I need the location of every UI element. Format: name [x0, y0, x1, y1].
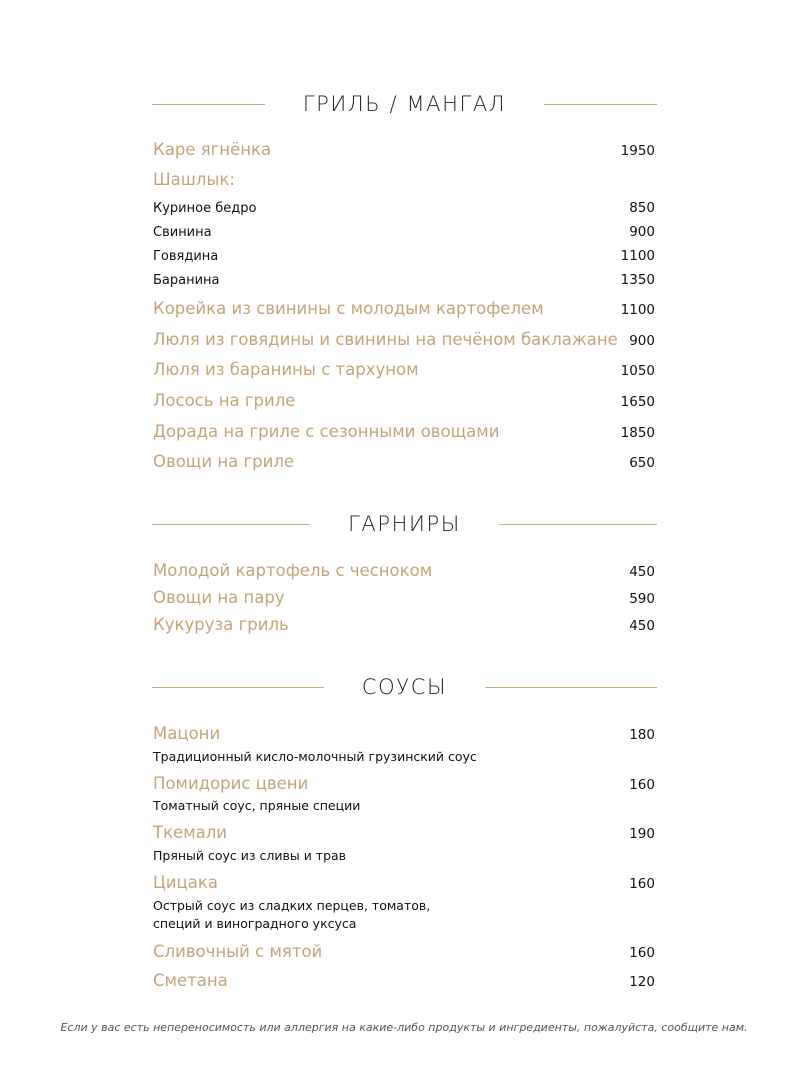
menu-item: [153, 724, 655, 743]
dish-name: Корейка из свинины с молодым картофелем: [153, 299, 544, 318]
subitem-name: Баранина: [153, 273, 220, 288]
divider-left: [152, 524, 310, 525]
dish-price: 1850: [620, 425, 655, 441]
dish-price: 1650: [620, 394, 655, 410]
dish-price: 650: [629, 455, 655, 471]
menu-item: [153, 299, 655, 318]
dish-name: Цицака: [153, 873, 218, 892]
dish-description: Томатный соус, пряные специи: [153, 798, 361, 813]
dish-name: Мацони: [153, 724, 221, 743]
menu-item: [153, 391, 655, 410]
menu-item: [153, 330, 655, 349]
menu-item: [153, 170, 655, 189]
dish-price: 190: [629, 826, 655, 842]
dish-name: Овощи на пару: [153, 588, 285, 607]
dish-name: Лосось на гриле: [153, 391, 296, 410]
divider-left: [152, 104, 265, 105]
menu-item: [153, 140, 655, 159]
subitem-price: 900: [629, 224, 655, 240]
menu-subitem: [153, 272, 655, 288]
subitem-price: 850: [629, 200, 655, 216]
dish-price: 120: [629, 974, 655, 990]
section-title-sauces: СОУСЫ: [361, 675, 448, 699]
menu-subitem: [153, 224, 655, 240]
menu-item: [153, 360, 655, 379]
dish-name: Сметана: [153, 971, 228, 990]
menu-subitem: [153, 248, 655, 264]
dish-name: Дорада на гриле с сезонными овощами: [153, 422, 500, 441]
section-title-grill: ГРИЛЬ / МАНГАЛ: [302, 92, 507, 116]
menu-item: [153, 561, 655, 580]
dish-price: 450: [629, 618, 655, 634]
dish-name: Овощи на гриле: [153, 452, 295, 471]
dish-name: Сливочный с мятой: [153, 942, 323, 961]
menu-item: [153, 452, 655, 471]
dish-name: Молодой картофель с чесноком: [153, 561, 433, 580]
subitem-name: Говядина: [153, 249, 219, 264]
dish-name: Люля из баранины с тархуном: [153, 360, 419, 379]
divider-right: [485, 687, 657, 688]
section-title-sides: ГАРНИРЫ: [348, 512, 461, 536]
divider-right: [499, 524, 657, 525]
dish-price: 160: [629, 876, 655, 892]
dish-price: 900: [629, 333, 655, 349]
subitem-price: 1100: [620, 248, 655, 264]
dish-name: Шашлык:: [153, 170, 235, 189]
dish-name: Помидорис цвени: [153, 774, 309, 793]
section-header-sauces: [152, 672, 657, 702]
dish-name: Люля из говядины и свинины на печёном баклажане: [153, 330, 618, 349]
dish-name: Ткемали: [153, 823, 228, 842]
menu-item: [153, 942, 655, 961]
menu-item: [153, 615, 655, 634]
menu-item: [153, 422, 655, 441]
menu-item: [153, 873, 655, 892]
section-header-sides: [152, 509, 657, 539]
dish-price: 1100: [620, 302, 655, 318]
subitem-price: 1350: [620, 272, 655, 288]
dish-description-line-1: Острый соус из сладких перцев, томатов,: [153, 898, 431, 913]
subitem-name: Куриное бедро: [153, 201, 257, 216]
dish-price: 160: [629, 945, 655, 961]
menu-subitem: [153, 200, 655, 216]
allergy-note: Если у вас есть непереносимость или аллергия на какие-либо продукты и ингредиенты, пожалуйста, сообщите нам.: [60, 1021, 748, 1034]
dish-name: Каре ягнёнка: [153, 140, 272, 159]
dish-price: 1950: [620, 143, 655, 159]
menu-item: [153, 971, 655, 990]
section-header-grill: [152, 89, 657, 119]
dish-price: 450: [629, 564, 655, 580]
divider-right: [544, 104, 657, 105]
dish-description: Пряный соус из сливы и трав: [153, 848, 347, 863]
dish-price: 180: [629, 727, 655, 743]
menu-item: [153, 588, 655, 607]
dish-description: Традиционный кисло-молочный грузинский соус: [153, 749, 477, 764]
dish-description-line-2: специй и виноградного уксуса: [153, 916, 357, 931]
menu-item: [153, 823, 655, 842]
divider-left: [152, 687, 324, 688]
subitem-name: Свинина: [153, 225, 212, 240]
menu-item: [153, 774, 655, 793]
dish-price: 590: [629, 591, 655, 607]
dish-price: 160: [629, 777, 655, 793]
dish-name: Кукуруза гриль: [153, 615, 289, 634]
dish-price: 1050: [620, 363, 655, 379]
